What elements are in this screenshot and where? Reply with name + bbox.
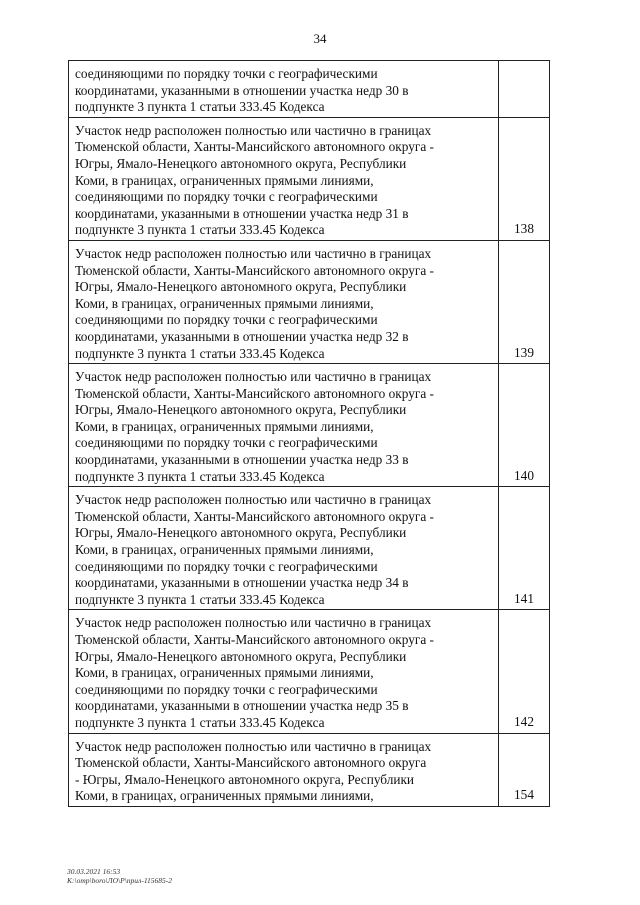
row-number: 142 xyxy=(499,610,550,733)
footer-stamp xyxy=(67,867,172,885)
table-row xyxy=(69,364,550,487)
row-number: 154 xyxy=(499,733,550,806)
row-number xyxy=(499,61,550,118)
row-description: Участок недр расположен полностью или частично в границах Тюменской области, Ханты-Мансийского автономного округа - Югры, Ямало-Ненецкого автономного округа, Республики Коми, в границах, ограниченных прямыми линиями, соединяющими по порядку точки с географическими координатами, указанными в отношении участка недр 31 в подпункте 3 пункта 1 статьи 333.45 Кодекса xyxy=(69,117,499,240)
table-row xyxy=(69,117,550,240)
row-description: Участок недр расположен полностью или частично в границах Тюменской области, Ханты-Мансийского автономного округа - Югры, Ямало-Ненецкого автономного округа, Республики Коми, в границах, ограниченных прямыми линиями, xyxy=(69,733,499,806)
page-number: 34 xyxy=(313,31,327,46)
table-row xyxy=(69,487,550,610)
document-table xyxy=(68,60,550,807)
row-number: 141 xyxy=(499,487,550,610)
row-description: Участок недр расположен полностью или частично в границах Тюменской области, Ханты-Мансийского автономного округа - Югры, Ямало-Ненецкого автономного округа, Республики Коми, в границах, ограниченных прямыми линиями, соединяющими по порядку точки с географическими координатами, указанными в отношении участка недр 34 в подпункте 3 пункта 1 статьи 333.45 Кодекса xyxy=(69,487,499,610)
row-description: Участок недр расположен полностью или частично в границах Тюменской области, Ханты-Мансийского автономного округа - Югры, Ямало-Ненецкого автономного округа, Республики Коми, в границах, ограниченных прямыми линиями, соединяющими по порядку точки с географическими координатами, указанными в отношении участка недр 32 в подпункте 3 пункта 1 статьи 333.45 Кодекса xyxy=(69,240,499,363)
row-number: 140 xyxy=(499,364,550,487)
footer-file-path: K:\omp\boro\ЛО\Р\прил-115685-2 xyxy=(67,876,173,885)
table-row xyxy=(69,733,550,806)
table-row xyxy=(69,610,550,733)
footer-timestamp: 30.03.2021 16:53 xyxy=(67,867,121,876)
row-description: соединяющими по порядку точки с географическими координатами, указанными в отношении участка недр 30 в подпункте 3 пункта 1 статьи 333.45 Кодекса xyxy=(69,61,499,118)
row-number: 139 xyxy=(499,240,550,363)
row-number: 138 xyxy=(499,117,550,240)
row-description: Участок недр расположен полностью или частично в границах Тюменской области, Ханты-Мансийского автономного округа - Югры, Ямало-Ненецкого автономного округа, Республики Коми, в границах, ограниченных прямыми линиями, соединяющими по порядку точки с географическими координатами, указанными в отношении участка недр 33 в подпункте 3 пункта 1 статьи 333.45 Кодекса xyxy=(69,364,499,487)
table-row xyxy=(69,61,550,118)
table-row xyxy=(69,240,550,363)
row-description: Участок недр расположен полностью или частично в границах Тюменской области, Ханты-Мансийского автономного округа - Югры, Ямало-Ненецкого автономного округа, Республики Коми, в границах, ограниченных прямыми линиями, соединяющими по порядку точки с географическими координатами, указанными в отношении участка недр 35 в подпункте 3 пункта 1 статьи 333.45 Кодекса xyxy=(69,610,499,733)
